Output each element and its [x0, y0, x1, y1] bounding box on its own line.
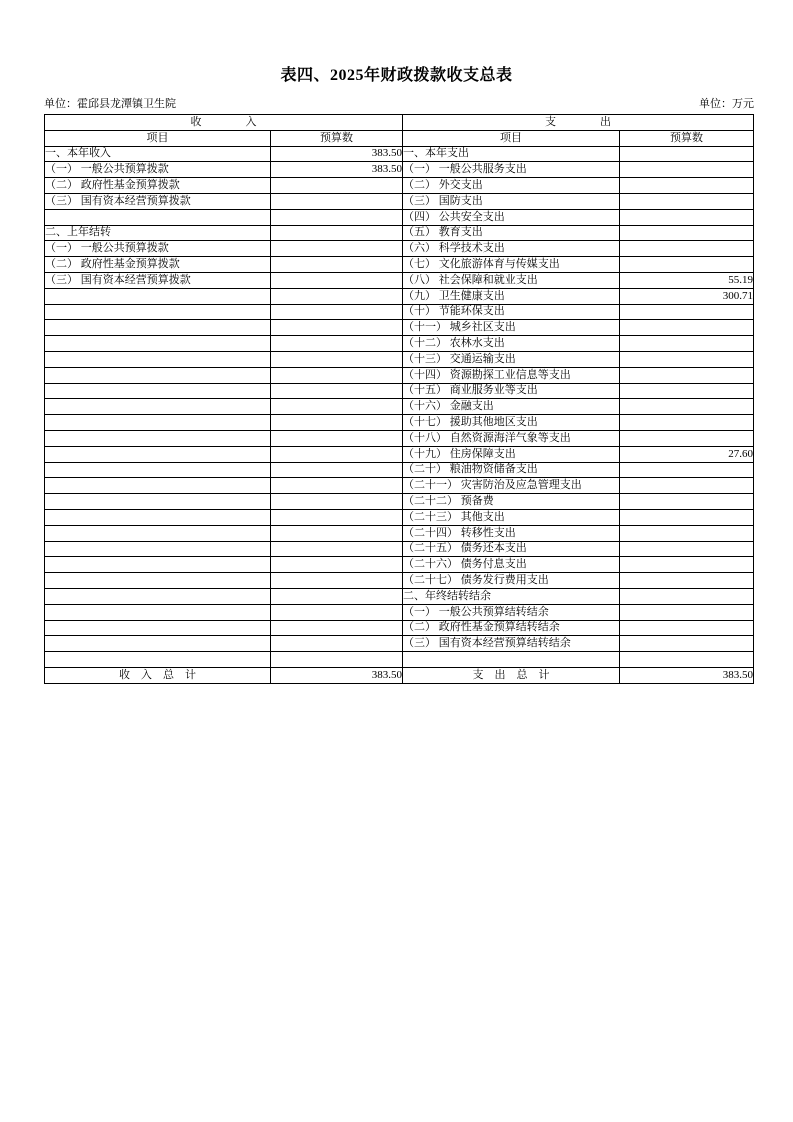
income-value-cell: [271, 430, 403, 446]
income-value-cell: [271, 351, 403, 367]
expense-value-cell: [620, 209, 754, 225]
expense-budget-column-header: 预算数: [620, 130, 754, 146]
expense-value-cell: [620, 494, 754, 510]
income-value-cell: [271, 478, 403, 494]
expense-value-cell: [620, 351, 754, 367]
income-item-cell: [45, 446, 271, 462]
income-item-cell: [45, 557, 271, 573]
table-row: [45, 588, 754, 604]
income-item-cell: [45, 478, 271, 494]
income-value-cell: [271, 541, 403, 557]
income-value-cell: [271, 383, 403, 399]
expense-item-cell: （二十六） 债务付息支出: [403, 557, 620, 573]
expense-value-cell: [620, 462, 754, 478]
expense-item-cell: （八） 社会保障和就业支出: [403, 272, 620, 288]
expense-item-cell: （二） 政府性基金预算结转结余: [403, 620, 620, 636]
income-value-cell: [271, 320, 403, 336]
income-total-label: 收 入 总 计: [45, 667, 271, 683]
income-item-cell: [45, 367, 271, 383]
income-value-cell: [271, 620, 403, 636]
income-value-cell: [271, 494, 403, 510]
budget-table: [44, 114, 754, 684]
expense-value-cell: 300.71: [620, 288, 754, 304]
income-item-cell: [45, 209, 271, 225]
income-item-cell: [45, 652, 271, 668]
income-value-cell: [271, 399, 403, 415]
expense-item-cell: 二、年终结转结余: [403, 588, 620, 604]
expense-value-cell: [620, 162, 754, 178]
income-item-cell: （二） 政府性基金预算拨款: [45, 178, 271, 194]
expense-value-cell: [620, 430, 754, 446]
income-value-cell: 383.50: [271, 162, 403, 178]
table-row: [45, 541, 754, 557]
table-row: [45, 462, 754, 478]
income-item-cell: [45, 399, 271, 415]
income-item-cell: [45, 573, 271, 589]
expense-value-cell: [620, 541, 754, 557]
table-row: [45, 146, 754, 162]
table-row: [45, 509, 754, 525]
table-row: [45, 430, 754, 446]
expense-value-cell: [620, 383, 754, 399]
expense-value-cell: [620, 636, 754, 652]
table-row: [45, 178, 754, 194]
expense-value-cell: [620, 604, 754, 620]
table-column-header-row: [45, 130, 754, 146]
income-value-cell: 383.50: [271, 146, 403, 162]
expense-value-cell: [620, 399, 754, 415]
expense-total-label: 支 出 总 计: [403, 667, 620, 683]
table-row: [45, 604, 754, 620]
expense-item-cell: （二十一） 灾害防治及应急管理支出: [403, 478, 620, 494]
table-row: [45, 620, 754, 636]
income-value-cell: [271, 178, 403, 194]
expense-value-cell: [620, 478, 754, 494]
expense-item-cell: （十九） 住房保障支出: [403, 446, 620, 462]
unit-labels-row: [44, 95, 754, 111]
expense-item-cell: （一） 一般公共服务支出: [403, 162, 620, 178]
expense-item-cell: （十五） 商业服务业等支出: [403, 383, 620, 399]
expense-item-cell: （三） 国有资本经营预算结转结余: [403, 636, 620, 652]
income-item-cell: 一、本年收入: [45, 146, 271, 162]
income-value-cell: [271, 462, 403, 478]
income-item-cell: [45, 288, 271, 304]
expense-value-cell: [620, 241, 754, 257]
income-item-cell: [45, 336, 271, 352]
income-value-cell: [271, 367, 403, 383]
income-item-column-header: 项目: [45, 130, 271, 146]
income-item-cell: [45, 541, 271, 557]
income-total-value: 383.50: [271, 667, 403, 683]
table-row: [45, 257, 754, 273]
income-item-cell: [45, 351, 271, 367]
income-item-cell: [45, 604, 271, 620]
expense-item-cell: （十三） 交通运输支出: [403, 351, 620, 367]
income-item-cell: [45, 588, 271, 604]
table-row: [45, 399, 754, 415]
income-value-cell: [271, 636, 403, 652]
table-row: [45, 636, 754, 652]
expense-value-cell: 55.19: [620, 272, 754, 288]
table-row: [45, 225, 754, 241]
table-section-header-row: [45, 115, 754, 131]
income-item-cell: [45, 320, 271, 336]
expense-item-cell: （一） 一般公共预算结转结余: [403, 604, 620, 620]
table-row: [45, 557, 754, 573]
expense-total-value: 383.50: [620, 667, 754, 683]
expense-value-cell: [620, 304, 754, 320]
table-row: [45, 209, 754, 225]
expense-value-cell: [620, 320, 754, 336]
table-row: [45, 494, 754, 510]
income-item-cell: [45, 525, 271, 541]
expense-item-cell: （二十五） 债务还本支出: [403, 541, 620, 557]
expense-value-cell: [620, 336, 754, 352]
income-value-cell: [271, 446, 403, 462]
income-item-cell: （一） 一般公共预算拨款: [45, 162, 271, 178]
income-value-cell: [271, 604, 403, 620]
income-item-cell: [45, 636, 271, 652]
expense-value-cell: [620, 367, 754, 383]
table-row: [45, 478, 754, 494]
table-row: [45, 415, 754, 431]
table-row: [45, 272, 754, 288]
income-item-cell: [45, 494, 271, 510]
table-row: [45, 383, 754, 399]
expense-item-cell: （十一） 城乡社区支出: [403, 320, 620, 336]
table-row: [45, 573, 754, 589]
income-item-cell: [45, 304, 271, 320]
table-body: [45, 146, 754, 667]
expense-value-cell: [620, 178, 754, 194]
table-row: [45, 304, 754, 320]
table-row: [45, 367, 754, 383]
income-value-cell: [271, 652, 403, 668]
expense-value-cell: [620, 588, 754, 604]
income-value-cell: [271, 241, 403, 257]
expense-value-cell: [620, 509, 754, 525]
income-item-cell: （三） 国有资本经营预算拨款: [45, 272, 271, 288]
expense-item-cell: （二十） 粮油物资储备支出: [403, 462, 620, 478]
table-row: [45, 652, 754, 668]
income-value-cell: [271, 557, 403, 573]
income-value-cell: [271, 209, 403, 225]
income-value-cell: [271, 225, 403, 241]
table-row: [45, 351, 754, 367]
income-budget-column-header: 预算数: [271, 130, 403, 146]
expense-value-cell: 27.60: [620, 446, 754, 462]
expense-item-cell: （六） 科学技术支出: [403, 241, 620, 257]
income-value-cell: [271, 573, 403, 589]
income-value-cell: [271, 304, 403, 320]
expense-item-cell: （九） 卫生健康支出: [403, 288, 620, 304]
expense-item-cell: （二十二） 预备费: [403, 494, 620, 510]
expense-value-cell: [620, 146, 754, 162]
income-item-cell: （三） 国有资本经营预算拨款: [45, 193, 271, 209]
income-item-cell: [45, 620, 271, 636]
table-row: [45, 241, 754, 257]
expense-item-cell: （十四） 资源勘探工业信息等支出: [403, 367, 620, 383]
income-value-cell: [271, 588, 403, 604]
table-row: [45, 193, 754, 209]
expense-value-cell: [620, 525, 754, 541]
expense-item-cell: （十六） 金融支出: [403, 399, 620, 415]
expense-value-cell: [620, 652, 754, 668]
income-item-cell: [45, 383, 271, 399]
expense-item-cell: （五） 教育支出: [403, 225, 620, 241]
table-row: [45, 320, 754, 336]
expense-item-column-header: 项目: [403, 130, 620, 146]
income-item-cell: [45, 509, 271, 525]
income-item-cell: （二） 政府性基金预算拨款: [45, 257, 271, 273]
expense-item-cell: （十七） 援助其他地区支出: [403, 415, 620, 431]
expense-item-cell: 一、本年支出: [403, 146, 620, 162]
expense-value-cell: [620, 257, 754, 273]
expense-value-cell: [620, 557, 754, 573]
income-item-cell: 二、上年结转: [45, 225, 271, 241]
expense-item-cell: [403, 652, 620, 668]
expense-item-cell: （四） 公共安全支出: [403, 209, 620, 225]
table-row: [45, 446, 754, 462]
expense-value-cell: [620, 415, 754, 431]
income-item-cell: [45, 430, 271, 446]
total-row: [45, 667, 754, 683]
expense-section-header: 支 出: [403, 115, 754, 131]
expense-item-cell: （二） 外交支出: [403, 178, 620, 194]
income-value-cell: [271, 272, 403, 288]
income-item-cell: （一） 一般公共预算拨款: [45, 241, 271, 257]
expense-item-cell: （二十七） 债务发行费用支出: [403, 573, 620, 589]
expense-item-cell: （二十四） 转移性支出: [403, 525, 620, 541]
expense-item-cell: （十八） 自然资源海洋气象等支出: [403, 430, 620, 446]
expense-item-cell: （二十三） 其他支出: [403, 509, 620, 525]
expense-value-cell: [620, 225, 754, 241]
table-row: [45, 336, 754, 352]
expense-value-cell: [620, 193, 754, 209]
table-row: [45, 162, 754, 178]
expense-value-cell: [620, 620, 754, 636]
income-value-cell: [271, 336, 403, 352]
income-item-cell: [45, 415, 271, 431]
unit-measure-label: 单位：万元: [699, 98, 754, 110]
income-item-cell: [45, 462, 271, 478]
table-row: [45, 288, 754, 304]
income-value-cell: [271, 288, 403, 304]
expense-item-cell: （七） 文化旅游体育与传媒支出: [403, 257, 620, 273]
income-value-cell: [271, 509, 403, 525]
income-value-cell: [271, 257, 403, 273]
page-title: 表四、2025年财政拨款收支总表: [280, 67, 513, 84]
expense-value-cell: [620, 573, 754, 589]
income-value-cell: [271, 193, 403, 209]
expense-item-cell: （十） 节能环保支出: [403, 304, 620, 320]
income-value-cell: [271, 415, 403, 431]
table-row: [45, 525, 754, 541]
expense-item-cell: （三） 国防支出: [403, 193, 620, 209]
expense-item-cell: （十二） 农林水支出: [403, 336, 620, 352]
unit-name-label: 单位：霍邱县龙潭镇卫生院: [44, 98, 176, 110]
income-section-header: 收 入: [45, 115, 403, 131]
income-value-cell: [271, 525, 403, 541]
